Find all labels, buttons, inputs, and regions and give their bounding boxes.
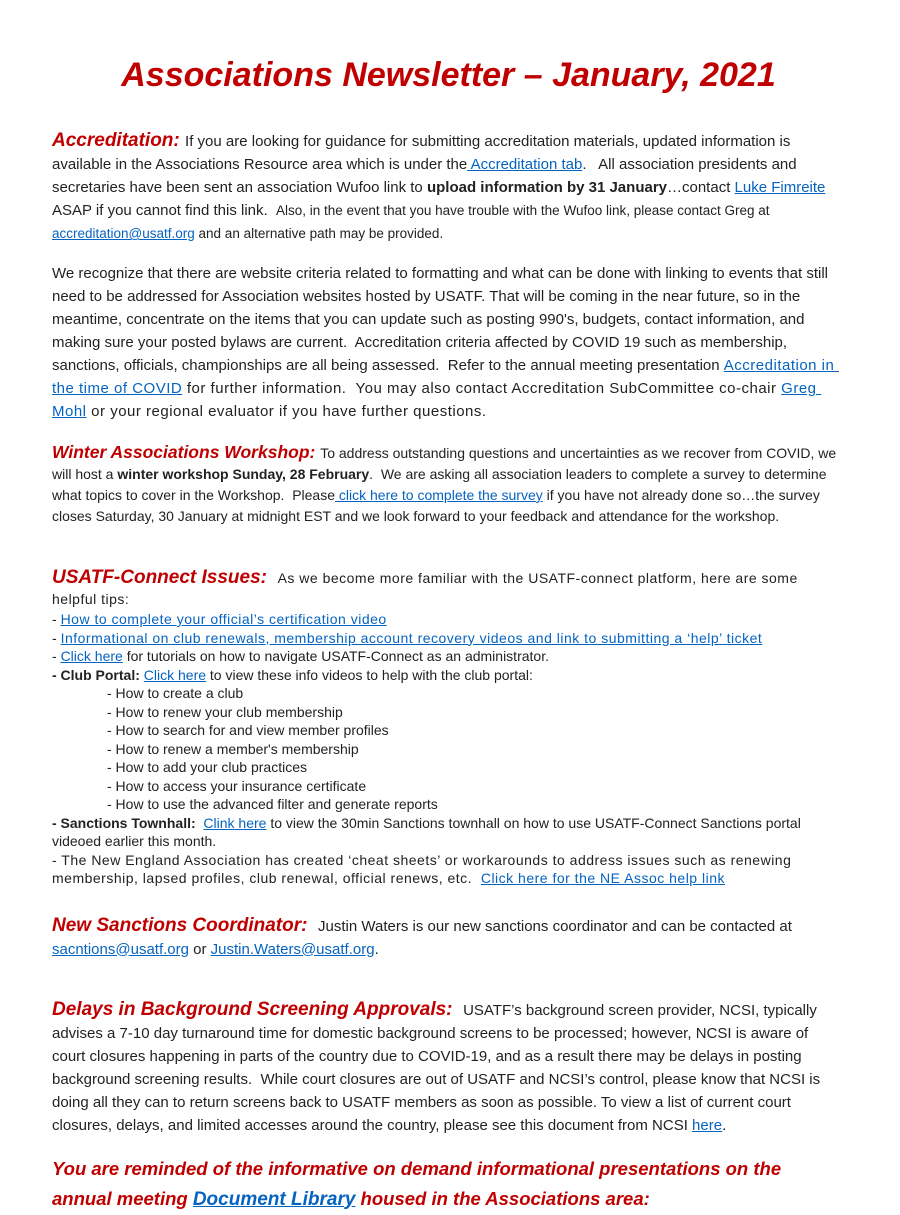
connect-line-admin-tutorials	[52, 647, 845, 666]
spacer	[52, 888, 845, 914]
club-renewals-info-link[interactable]: Informational on club renewals, membership account recovery videos and link to submitting a ‘help’ ticket	[60, 629, 763, 646]
text-run: USATF’s background screen provider, NCSI, typically advises a 7-10 day turnaround time for domestic background screens to be processed; however, NCSI is aware of court closures happening in parts of the country due to COVID-19, and as a result there may be delays in posting background screening results. While court closures are out of USATF and NCSI’s control, please know that NCSI is doing all they can to return screens back to USATF members as soon as possible. To view a list of current court closures, delays, and limited accesses around the country, please see this document from NCSI	[52, 1001, 825, 1134]
upload-deadline-bold: upload information by 31 January	[426, 179, 667, 196]
sanctions-townhall-link[interactable]: Clink here	[203, 814, 267, 831]
accreditation-email-link[interactable]: accreditation@usatf.org	[52, 226, 195, 241]
accreditation-heading: Accreditation:	[52, 130, 186, 151]
connect-line-sanctions-townhall	[52, 814, 845, 851]
text-run: to view these info videos to help with the club portal:	[206, 666, 533, 683]
accreditation-section	[52, 129, 845, 245]
survey-link[interactable]: click here to complete the survey	[335, 487, 543, 503]
sanctions-coordinator-section	[52, 914, 845, 961]
text-run: As we become more familiar with the USATF-connect platform, here are some helpful tips:	[52, 570, 803, 607]
text-run: .	[722, 1116, 727, 1134]
justin-waters-email-link[interactable]: Justin.Waters@usatf.org	[210, 940, 375, 958]
connect-intro	[52, 567, 845, 610]
text-run: Also, in the event that you have trouble with the Wufoo link, please contact Greg at	[276, 203, 774, 218]
club-video-item: - How to renew your club membership	[107, 703, 343, 720]
text-run: and an alternative path may be provided.	[194, 226, 444, 241]
connect-line-new-england	[52, 851, 845, 888]
club-video-item: - How to access your insurance certificate	[107, 777, 367, 794]
background-screening-section	[52, 998, 845, 1137]
usatf-connect-section	[52, 567, 845, 888]
club-video-item: - How to renew a member's membership	[107, 740, 359, 757]
club-video-item: - How to search for and view member profiles	[107, 722, 389, 738]
text-run: ASAP if you cannot find this link.	[52, 179, 829, 219]
text-run: If you are looking for guidance for submitting accreditation materials, updated information is available in the Associations Resource area which is under the	[52, 133, 795, 173]
sanctions-coordinator-heading: New Sanctions Coordinator:	[52, 914, 319, 936]
text-run: .	[374, 940, 379, 958]
workshop-heading: Winter Associations Workshop:	[52, 442, 321, 462]
text-run: To address outstanding questions and uncertainties as we recover from COVID, we will host a	[52, 445, 841, 482]
text-run: . All association presidents and secretaries have been sent an association Wufoo link to	[52, 156, 801, 196]
text-run: if you have not already done so…the survey closes Saturday, 30 January at midnight EST and we look forward to your feedback and attendance for the workshop.	[52, 487, 824, 524]
club-portal-link[interactable]: Click here	[143, 666, 207, 683]
connect-heading: USATF-Connect Issues:	[52, 567, 278, 588]
document-library-link[interactable]: Document Library	[192, 1188, 356, 1210]
club-video-item: - How to add your club practices	[107, 759, 307, 775]
accreditation-tab-link[interactable]: Accreditation tab	[467, 156, 583, 173]
text-run: We recognize that there are website criteria related to formatting and what can be done with linking to events that still need to be addressed for Association websites hosted by USATF. That will be coming in the near future, so in the meantime, concentrate on the items that you can update such as posting 990's, budgets, contact information, and making sure your posted bylaws are current. Accreditation criteria affected by COVID 19 such as membership, sanctions, officials, championships are all being assessed. Refer to the annual meeting presentation	[52, 265, 833, 374]
text-run: - The New England Association has created ‘cheat sheets’ or workarounds to address issues such as renewing membership, lapsed profiles, club renewal, official renews, etc.	[52, 851, 796, 886]
text-run: for tutorials on how to navigate USATF-Connect as an administrator.	[122, 648, 549, 664]
text-run: -	[52, 629, 61, 646]
text-run: You are reminded of the informative on demand informational presentations on the annual meeting	[52, 1157, 787, 1209]
text-run: …contact	[667, 179, 735, 196]
luke-fimreite-link[interactable]: Luke Fimreite	[734, 179, 826, 196]
text-run: housed in the Associations area:	[355, 1187, 650, 1209]
ne-assoc-help-link[interactable]: Click here for the NE Assoc help link	[480, 870, 725, 886]
connect-line-club-portal	[52, 666, 845, 685]
admin-tutorials-link[interactable]: Click here	[60, 648, 123, 664]
workshop-section	[52, 442, 845, 527]
closing-reminder	[52, 1154, 845, 1215]
text-run: Justin Waters is our new sanctions coordinator and can be contacted at	[318, 917, 797, 935]
club-video-item: - How to use the advanced filter and generate reports	[107, 796, 438, 812]
text-run: . We are asking all association leaders to complete a survey to determine what topics to cover in the Workshop. Please	[52, 466, 831, 503]
text-run: -	[52, 648, 61, 664]
page-title: Associations Newsletter – January, 2021	[121, 56, 776, 94]
connect-line-club-renewals	[52, 629, 845, 648]
club-portal-label: - Club Portal:	[52, 666, 144, 683]
workshop-date-bold: winter workshop Sunday, 28 February	[117, 466, 370, 482]
text-run: for further information. You may also contact Accreditation SubCommittee co-chair	[182, 380, 782, 397]
text-run: or your regional evaluator if you have further questions.	[86, 403, 487, 420]
club-portal-video-list	[107, 684, 845, 814]
accreditation-covid-presentation-link[interactable]: Accreditation in the time of COVID	[52, 357, 840, 397]
text-run: -	[52, 611, 61, 627]
officials-certification-video-link[interactable]: How to complete your official’s certification video	[60, 611, 387, 627]
club-video-item: - How to create a club	[107, 685, 244, 701]
sanctions-email-link[interactable]: sacntions@usatf.org	[52, 940, 189, 958]
connect-line-cert-video	[52, 610, 845, 629]
sanctions-townhall-label: - Sanctions Townhall:	[52, 814, 204, 831]
background-screening-heading: Delays in Background Screening Approvals:	[52, 998, 464, 1020]
spacer	[52, 978, 845, 998]
ncsi-document-link[interactable]: here	[692, 1116, 723, 1134]
text-run: to view the 30min Sanctions townhall on how to use USATF-Connect Sanctions portal videoed earlier this month.	[52, 814, 805, 849]
text-run: or	[188, 940, 211, 958]
greg-mohl-link[interactable]: Greg Mohl	[52, 380, 822, 420]
website-criteria-section	[52, 262, 845, 423]
